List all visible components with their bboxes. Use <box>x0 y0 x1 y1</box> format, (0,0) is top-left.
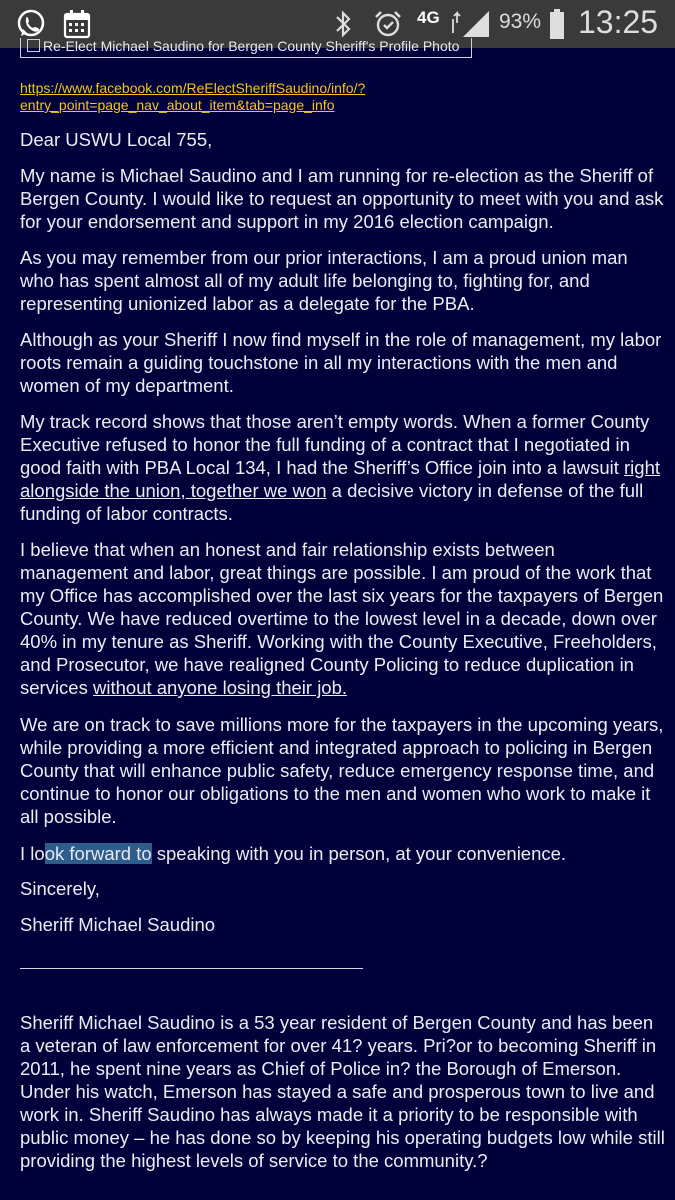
paragraph-7-end: speaking with you in person, at your convenience. <box>151 843 567 864</box>
battery-percent: 93% <box>499 10 542 33</box>
divider <box>20 968 363 969</box>
bio-paragraph: Sheriff Michael Saudino is a 53 year resident of Bergen County and has been a veteran of law enforcement for over 41? years. Pri?or to becoming Sheriff in 2011, he spent nine years as Chief of Police in? the Borough of Emerson. Under his watch, Emerson has stayed a safe and prosperous town to live and work in. Sheriff Saudino has always made it a priority to be responsible with public money – he has done so by keeping his operating budgets low while still providing the highest levels of service to the community.? <box>20 1012 665 1171</box>
paragraph-7 <box>20 842 665 865</box>
underlined-phrase: right alongside the union, together we won <box>20 457 661 501</box>
alarm-icon <box>372 8 404 40</box>
clock: 13:25 <box>578 4 659 40</box>
bluetooth-icon <box>330 8 356 40</box>
closing: Sincerely, <box>20 878 100 899</box>
paragraph-4-text: My track record shows that those aren’t empty words. When a former County Executive refused to honor the full funding of a contract that I negotiated in good faith with PBA Local 134, I had the Sheriff’s Office join into a lawsuit <box>20 411 650 478</box>
selected-text[interactable]: ok forward to <box>44 843 152 864</box>
whatsapp-icon <box>14 8 48 40</box>
photo-caption: Re-Elect Michael Saudino for Bergen County Sheriff's Profile Photo <box>43 38 460 54</box>
paragraph-1: My name is Michael Saudino and I am running for re-election as the Sheriff of Bergen County. I would like to request an opportunity to meet with you and ask for your endorsement and support in my 2016 election campaign. <box>20 165 664 232</box>
battery-icon <box>545 8 569 40</box>
paragraph-7-start: I lo <box>20 843 45 864</box>
profile-photo-placeholder[interactable] <box>20 38 472 58</box>
signature: Sheriff Michael Saudino <box>20 914 216 935</box>
calendar-icon <box>62 8 92 40</box>
paragraph-4 <box>20 410 665 525</box>
paragraph-3: Although as your Sheriff I now find myself in the role of management, my labor roots remain a guiding touchstone in all my interactions with the men and women of my department. <box>20 329 662 396</box>
paragraph-5 <box>20 538 665 699</box>
paragraph-6: We are on track to save millions more for the taxpayers in the upcoming years, while providing a more efficient and integrated approach to policing in Bergen County that will enhance public safety, reduce emergency response time, and continue to honor our obligations to the men and women who work to make it all possible. <box>20 714 664 827</box>
facebook-link[interactable]: https://www.facebook.com/ReElectSheriffSaudino/info/?entry_point=page_nav_about_item&tab=page_info <box>20 80 366 113</box>
greeting: Dear USWU Local 755, <box>20 129 213 150</box>
network-type: 4G <box>417 8 440 27</box>
broken-image-icon <box>27 39 40 52</box>
paragraph-4-end: a decisive victory in defense of the full funding of labor contracts. <box>20 480 644 524</box>
paragraph-2: As you may remember from our prior interactions, I am a proud union man who has spent almost all of my adult life belonging to, fighting for, and representing unionized labor as a delegate for the PBA. <box>20 247 628 314</box>
signal-icon <box>448 8 492 40</box>
paragraph-5-text: I believe that when an honest and fair relationship exists between management and labor, great things are possible. I am proud of the work that my Office has accomplished over the last six years for the taxpayers of Bergen County. We have reduced overtime to the lowest level in a decade, down over 40% in my tenure as Sheriff. Working with the County Executive, Freeholders, and Prosecutor, we have realigned County Policing to reduce duplication in services <box>20 539 664 698</box>
underlined-phrase-2: without anyone losing their job. <box>93 677 348 698</box>
